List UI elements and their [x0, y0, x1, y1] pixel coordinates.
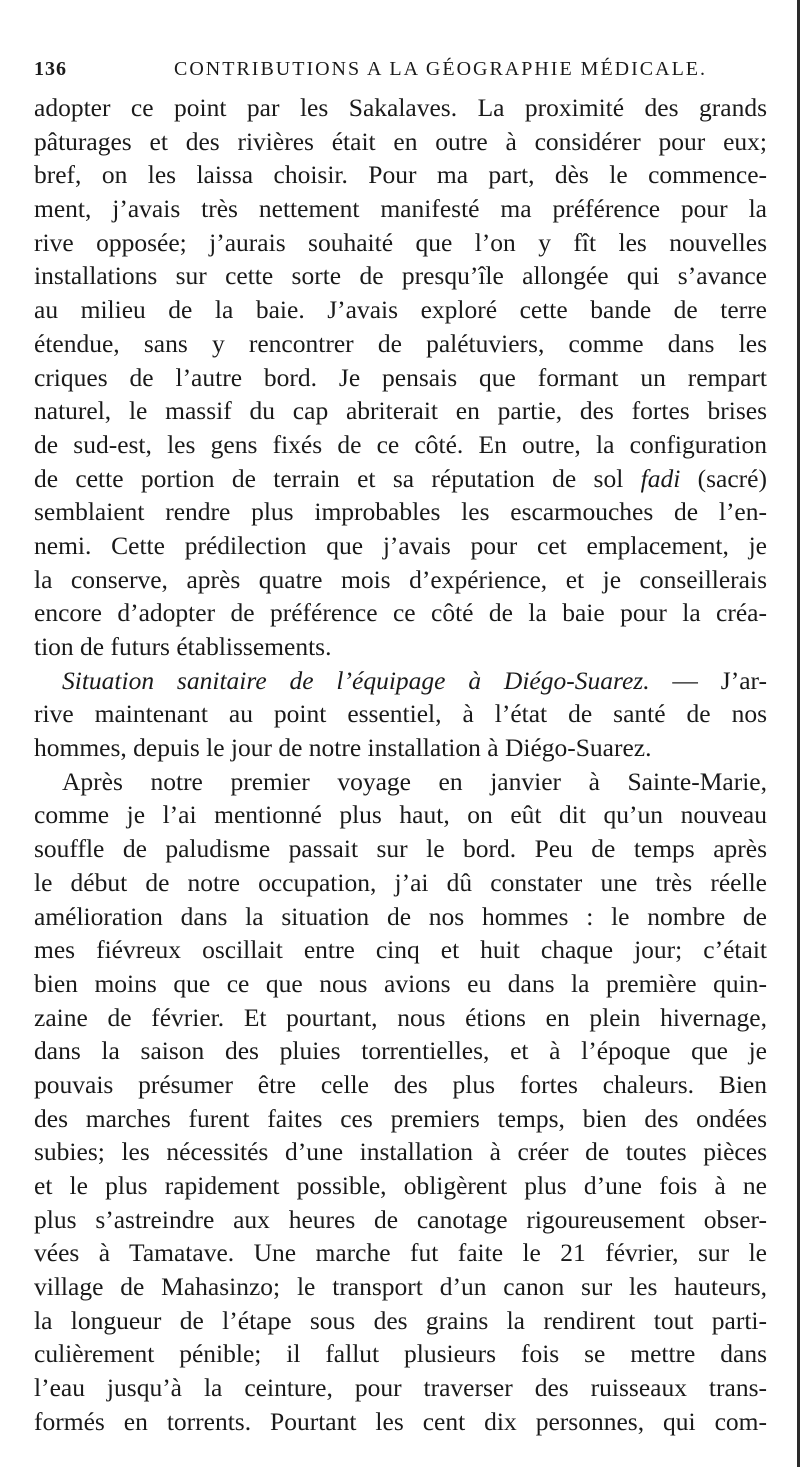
- text-line: au milieu de la baie. J’avais exploré cette bande de terre: [34, 295, 767, 325]
- running-header: [34, 58, 767, 86]
- text-line: nemi. Cette prédilection que j’avais pour cet emplacement, je: [34, 530, 767, 560]
- text-line: encore d’adopter de préférence ce côté de la baie pour la créa-: [34, 598, 767, 628]
- text-line: pâturages et des rivières était en outre à considérer pour eux;: [34, 126, 767, 156]
- text-line: souffle de paludisme passait sur le bord. Peu de temps après: [34, 834, 767, 864]
- text-segment: — J’ar-: [649, 665, 767, 695]
- text-segment: de cette portion de terrain et sa réputation de sol: [34, 463, 641, 493]
- text-line: tion de futurs établissements.: [34, 632, 332, 661]
- text-line: de sud-est, les gens fixés de ce côté. En outre, la configuration: [34, 429, 767, 459]
- text-line: et le plus rapidement possible, obligèrent plus d’une fois à ne: [34, 1171, 767, 1200]
- text-line: semblaient rendre plus improbables les escarmouches de l’en-: [34, 497, 767, 527]
- text-line: la longueur de l’étape sous des grains la rendirent tout parti-: [34, 1305, 767, 1335]
- text-line: plus s’astreindre aux heures de canotage rigoureusement obser-: [34, 1204, 767, 1234]
- text-line: bref, on les laissa choisir. Pour ma part, dès le commence-: [34, 160, 767, 190]
- running-title: CONTRIBUTIONS A LA GÉOGRAPHIE MÉDICALE.: [174, 58, 707, 80]
- section-heading-line: [34, 664, 767, 698]
- text-line: rive maintenant au point essentiel, à l’état de santé de nos: [34, 699, 767, 729]
- section-title: Situation sanitaire de l’équipage à Diégo-Suarez.: [62, 665, 650, 695]
- text-line: village de Mahasinzo; le transport d’un canon sur les hauteurs,: [34, 1272, 767, 1302]
- body-text: [34, 91, 767, 1439]
- text-segment: (sacré): [680, 463, 767, 493]
- text-line: rive opposée; j’aurais souhaité que l’on y fît les nouvelles: [34, 227, 767, 257]
- text-line: amélioration dans la situation de nos hommes : le nombre de: [34, 901, 767, 931]
- text-line: installations sur cette sorte de presqu’île allongée qui s’avance: [34, 261, 767, 291]
- text-line: pouvais présumer être celle des plus fortes chaleurs. Bien: [34, 1069, 767, 1099]
- text-line: criques de l’autre bord. Je pensais que formant un rempart: [34, 362, 767, 392]
- text-line: Après notre premier voyage en janvier à Sainte-Marie,: [62, 766, 767, 796]
- text-line: subies; les nécessités d’une installation à créer de toutes pièces: [34, 1137, 767, 1167]
- text-line: vées à Tamatave. Une marche fut faite le 21 février, sur le: [34, 1238, 767, 1268]
- text-line: bien moins que ce que nous avions eu dans la première quin-: [34, 968, 767, 998]
- text-line: comme je l’ai mentionné plus haut, on eût dit qu’un nouveau: [34, 800, 767, 830]
- text-line: adopter ce point par les Sakalaves. La proximité des grands: [34, 93, 767, 122]
- text-line: naturel, le massif du cap abriterait en partie, des fortes brises: [34, 396, 767, 426]
- text-line: hommes, depuis le jour de notre installation à Diégo-Suarez.: [34, 733, 652, 763]
- text-line-fadi: [34, 462, 767, 496]
- text-line: dans la saison des pluies torrentielles, et à l’époque que je: [34, 1036, 767, 1066]
- text-line: l’eau jusqu’à la ceinture, pour traverser des ruisseaux trans-: [34, 1373, 767, 1403]
- text-line: zaine de février. Et pourtant, nous étions en plein hivernage,: [34, 1002, 767, 1032]
- page-number: 136: [34, 58, 67, 80]
- text-line: le début de notre occupation, j’ai dû constater une très réelle: [34, 867, 767, 897]
- text-line: mes fiévreux oscillait entre cinq et huit chaque jour; c’était: [34, 935, 767, 965]
- text-line: des marches furent faites ces premiers temps, bien des ondées: [34, 1103, 767, 1133]
- text-line: formés en torrents. Pourtant les cent dix personnes, qui com-: [34, 1406, 767, 1436]
- text-line: ment, j’avais très nettement manifesté ma préférence pour la: [34, 194, 767, 224]
- text-line: culièrement pénible; il fallut plusieurs fois se mettre dans: [34, 1339, 767, 1369]
- italic-word-fadi: fadi: [640, 463, 681, 493]
- text-line: étendue, sans y rencontrer de palétuviers, comme dans les: [34, 328, 767, 358]
- text-line: la conserve, après quatre mois d’expérience, et je conseillerais: [34, 564, 767, 594]
